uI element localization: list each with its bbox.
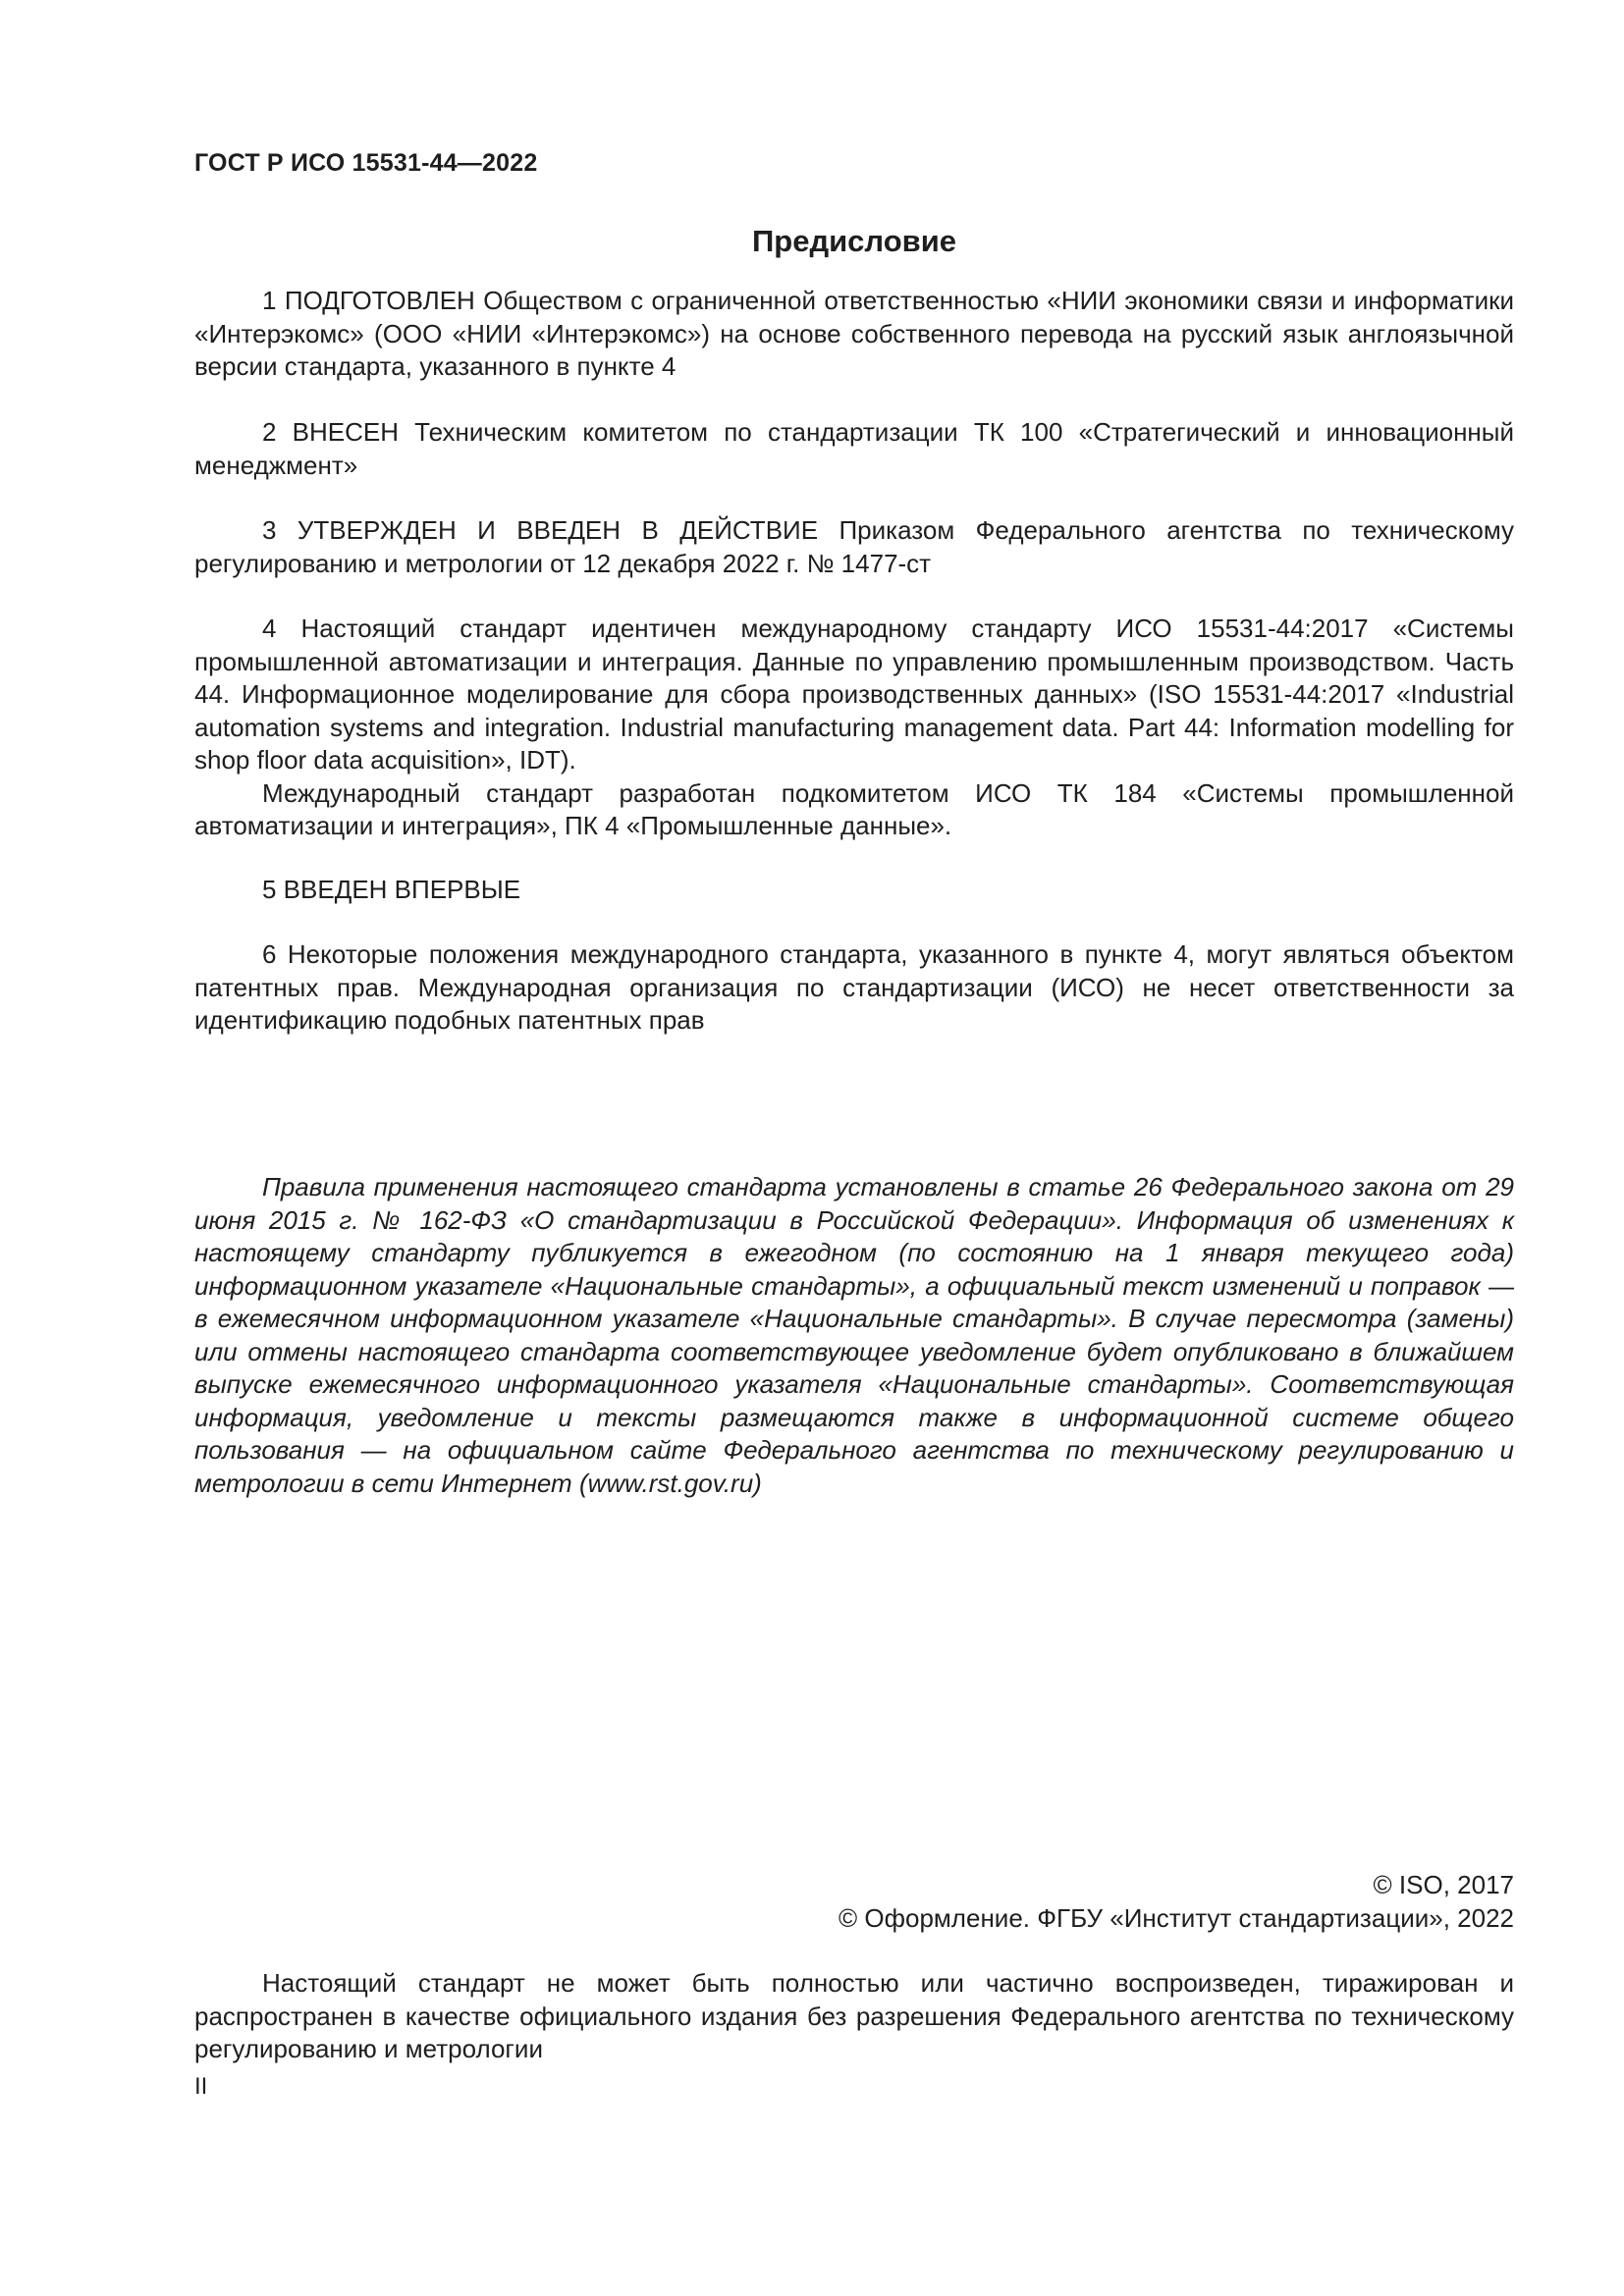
page-title: Предисловие	[751, 224, 956, 258]
copyright-iso: © ISO, 2017	[1373, 1870, 1514, 1899]
section-2-text: 2 ВНЕСЕН Техническим комитетом по стандартизации ТК 100 «Стратегический и инновационный менеджмент»	[194, 417, 1514, 480]
copyright-design: © Оформление. ФГБУ «Институт стандартизации», 2022	[839, 1902, 1514, 1933]
section-4-text: 4 Настоящий стандарт идентичен международному стандарту ИСО 15531-44:2017 «Системы промышленной автоматизации и интеграция. Данные по управлению промышленным производством. Часть 44. Информационное моделирование для сбора производственных данных» (ISO 15531-44:2017 «Industrial automation systems and integration. Industrial manufacturing management data. Part 44: Information modelling for shop floor data acquisition», IDT).	[194, 614, 1514, 774]
section-3-text: 3 УТВЕРЖДЕН И ВВЕДЕН В ДЕЙСТВИЕ Приказом Федерального агентства по техническому регулированию и метрологии от 12 декабря 2022 г. № 1477-ст	[194, 515, 1514, 578]
section-5-text: 5 ВВЕДЕН ВПЕРВЫЕ	[262, 875, 521, 904]
copyright-block	[194, 1869, 1514, 1935]
application-rules	[194, 1171, 1514, 1500]
document-code: ГОСТ Р ИСО 15531-44—2022	[194, 149, 538, 177]
section-6	[194, 938, 1514, 1038]
application-rules-text: Правила применения настоящего стандарта установлены в статье 26 Федерального закона от 29 июня 2015 г. № 162-ФЗ «О стандартизации в Российской Федерации». Информация об изменениях к настоящему стандарту публикуется в ежегодном (по состоянию на 1 января текущего года) информационном указателе «Национальные стандарты», а официальный текст изменений и поправок — в ежемесячном информационном указателе «Национальные стандарты». В случае пересмотра (замены) или отмены настоящего стандарта соответствующее уведомление будет опубликовано в ближайшем выпуске ежемесячного информационного указателя «Национальные стандарты». Соответствующая информация, уведомление и тексты размещаются также в информационной системе общего пользования — на официальном сайте Федерального агентства по техническому регулированию и метрологии в сети Интернет (www.rst.gov.ru)	[194, 1172, 1514, 1498]
section-5	[194, 874, 1514, 907]
section-3	[194, 514, 1514, 580]
section-4	[194, 613, 1514, 843]
reproduction-notice-text: Настоящий стандарт не может быть полностью или частично воспроизведен, тиражирован и распространен в качестве официального издания без разрешения Федерального агентства по техническому регулированию и метрологии	[194, 1968, 1514, 2063]
reproduction-notice	[194, 1967, 1514, 2066]
page-number: II	[194, 2073, 208, 2100]
section-1	[194, 285, 1514, 384]
section-6-text: 6 Некоторые положения международного стандарта, указанного в пункте 4, могут являться объектом патентных прав. Международная организация по стандартизации (ИСО) не несет ответственности за идентификацию подобных патентных прав	[194, 939, 1514, 1035]
section-1-text: 1 ПОДГОТОВЛЕН Обществом с ограниченной ответственностью «НИИ экономики связи и информатики «Интерэкомс» (ООО «НИИ «Интерэкомс») на основе собственного перевода на русский язык англоязычной версии стандарта, указанного в пункте 4	[194, 286, 1514, 381]
section-2	[194, 416, 1514, 482]
section-4-note: Международный стандарт разработан подкомитетом ИСО ТК 184 «Системы промышленной автоматизации и интеграция», ПК 4 «Промышленные данные».	[194, 777, 1514, 840]
